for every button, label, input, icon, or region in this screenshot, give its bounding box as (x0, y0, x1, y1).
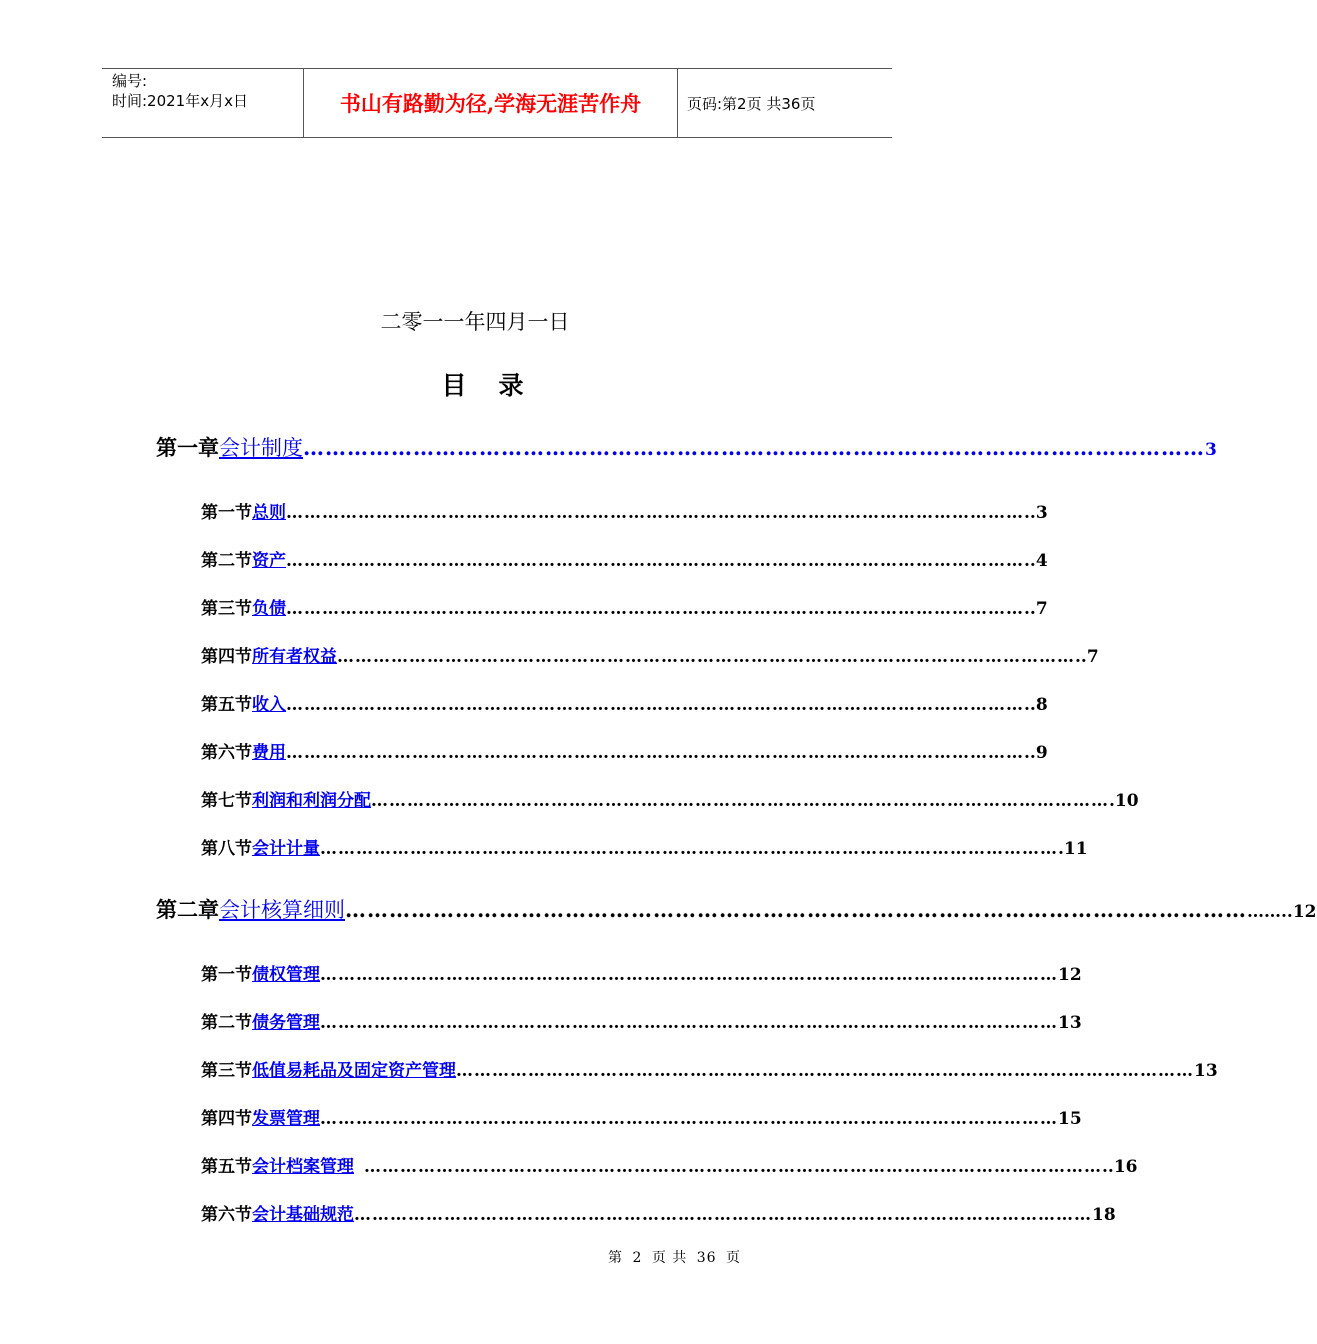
toc-page-number: ..7 (1024, 599, 1048, 619)
toc-section-row (201, 1200, 1116, 1226)
toc-section-label: 第六节 (201, 743, 252, 763)
toc-section-link[interactable]: 总则 (252, 503, 286, 523)
toc-page-number: 13 (1194, 1061, 1218, 1081)
toc-page-number: ..9 (1024, 743, 1048, 763)
toc-section-row (201, 546, 1048, 572)
toc-page-number: ..4 (1024, 551, 1048, 571)
toc-section-label: 第八节 (201, 839, 252, 859)
header-page-info: 页码:第2页 共36页 (687, 94, 816, 113)
toc-section-label: 第四节 (201, 647, 252, 667)
toc-page-number: 18 (1092, 1205, 1116, 1225)
toc-section-link[interactable]: 费用 (252, 743, 286, 763)
toc-chapter-link[interactable]: 会计制度 (219, 436, 303, 460)
toc-section-row (201, 1104, 1082, 1130)
toc-section-link[interactable]: 低值易耗品及固定资产管理 (252, 1061, 456, 1081)
document-date: 二零一一年四月一日 (380, 310, 570, 334)
toc-section-link[interactable]: 债权管理 (252, 965, 320, 985)
toc-leader-dots: …………………………………………………………………………………………………………… (303, 435, 1205, 460)
toc-leader-dots: …………………………………………………………………………………………………………… (320, 1109, 1058, 1129)
code-label: 编号: (112, 72, 148, 90)
toc-page-number: ..16 (1102, 1157, 1138, 1177)
toc-section-link[interactable]: 发票管理 (252, 1109, 320, 1129)
toc-section-label: 第三节 (201, 599, 252, 619)
toc-page-number: ..7 (1075, 647, 1099, 667)
toc-section-row (201, 1056, 1218, 1082)
toc-section-row (201, 690, 1048, 716)
toc-chapter-label: 第一章 (156, 435, 219, 460)
toc-page-number: 12 (1058, 965, 1082, 985)
toc-page-number: ..8 (1024, 695, 1048, 715)
toc-section-label: 第七节 (201, 791, 252, 811)
toc-section-row (201, 498, 1048, 524)
toc-leader-dots: …………………………………………………………………………………………………………… (354, 1205, 1092, 1225)
toc-section-label: 第四节 (201, 1109, 252, 1129)
toc-section-label: 第一节 (201, 503, 252, 523)
toc-chapter-link[interactable]: 会计核算细则 (219, 898, 345, 922)
toc-section-label: 第二节 (201, 551, 252, 571)
toc-section-link[interactable]: 资产 (252, 551, 286, 571)
toc-section-label: 第二节 (201, 1013, 252, 1033)
toc-section-link[interactable]: 会计计量 (252, 839, 320, 859)
toc-title: 目录 (441, 371, 556, 400)
toc-leader-dots: …………………………………………………………………………………………………………… (320, 1013, 1058, 1033)
toc-page-number: .10 (1109, 791, 1139, 811)
toc-page-number: 13 (1058, 1013, 1082, 1033)
toc-leader-dots: …………………………………………………………………………………………………………… (371, 791, 1109, 811)
footer-mid: 页 共 (651, 1250, 688, 1266)
toc-chapter-label: 第二章 (156, 897, 219, 922)
page-header (102, 68, 892, 138)
toc-chapter-row (156, 894, 1317, 924)
toc-section-row (201, 960, 1082, 986)
toc-leader-dots: …………………………………………………………………………………………………………… (345, 897, 1247, 922)
toc-leader-dots: …………………………………………………………………………………………………………… (286, 503, 1024, 523)
toc-section-label: 第六节 (201, 1205, 252, 1225)
toc-leader-dots: …………………………………………………………………………………………………………… (286, 695, 1024, 715)
footer-suffix: 页 (726, 1250, 742, 1266)
toc-section-link[interactable]: 负债 (252, 599, 286, 619)
toc-leader-dots: …………………………………………………………………………………………………………… (364, 1157, 1102, 1177)
toc-section-row (201, 834, 1088, 860)
footer-prefix: 第 (608, 1250, 623, 1266)
toc-section-row (201, 786, 1139, 812)
toc-section-link[interactable]: 利润和利润分配 (252, 791, 371, 811)
toc-page-number: .11 (1058, 839, 1088, 859)
page-footer (608, 1247, 745, 1267)
toc-page-number: ..3 (1024, 503, 1048, 523)
toc-section-link[interactable]: 会计档案管理 (252, 1157, 354, 1177)
toc-section-row (201, 594, 1048, 620)
toc-page-number: 15 (1058, 1109, 1082, 1129)
toc-chapter-row (156, 432, 1217, 462)
toc-leader-dots: …………………………………………………………………………………………………………… (456, 1061, 1194, 1081)
toc-leader-dots: …………………………………………………………………………………………………………… (286, 551, 1024, 571)
toc-section-link[interactable]: 收入 (252, 695, 286, 715)
toc-section-row (201, 1008, 1082, 1034)
header-meta (102, 69, 304, 137)
toc-leader-dots: …………………………………………………………………………………………………………… (337, 647, 1075, 667)
footer-current-page: 2 (632, 1250, 643, 1266)
toc-section-link[interactable]: 会计基础规范 (252, 1205, 354, 1225)
toc-section-label: 第三节 (201, 1061, 252, 1081)
toc-leader-dots: …………………………………………………………………………………………………………… (286, 599, 1024, 619)
toc-section-link[interactable]: 债务管理 (252, 1013, 320, 1033)
toc-leader-dots: …………………………………………………………………………………………………………… (320, 839, 1058, 859)
toc-section-link[interactable]: 所有者权益 (252, 647, 337, 667)
toc-section-label: 第五节 (201, 1157, 252, 1177)
toc-section-row (201, 738, 1048, 764)
header-motto: 书山有路勤为径,学海无涯苦作舟 (304, 69, 678, 137)
toc-section-label: 第一节 (201, 965, 252, 985)
toc-page-number: ……..12 (1247, 902, 1317, 922)
toc-page-number: 3 (1205, 440, 1217, 460)
toc-section-row (201, 642, 1099, 668)
toc-section-row (201, 1152, 1138, 1178)
time-label: 时间:2021年x月x日 (112, 92, 248, 110)
toc-leader-dots: …………………………………………………………………………………………………………… (286, 743, 1024, 763)
toc-leader-dots: …………………………………………………………………………………………………………… (320, 965, 1058, 985)
footer-total-pages: 36 (696, 1250, 717, 1266)
toc-section-label: 第五节 (201, 695, 252, 715)
